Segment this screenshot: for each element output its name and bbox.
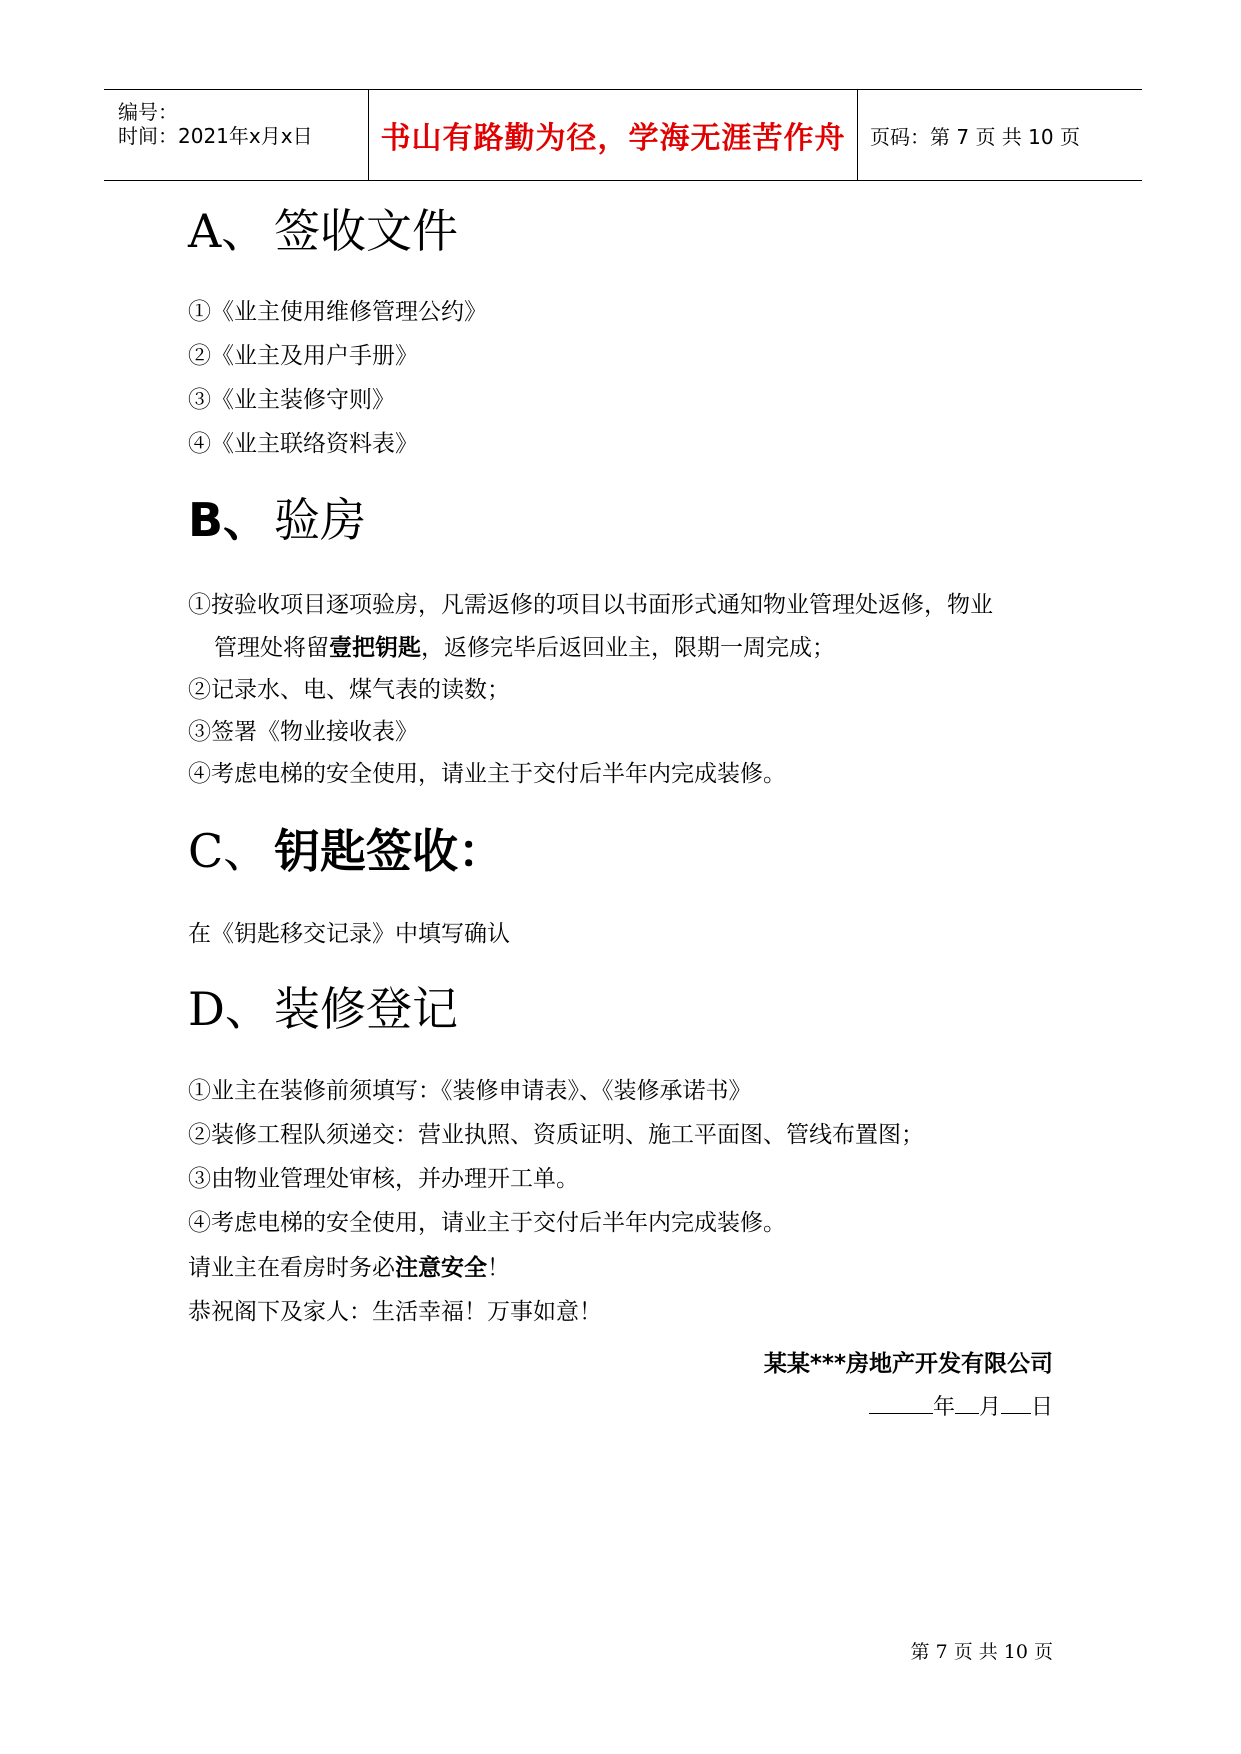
section-d-item: ①业主在装修前须填写：《装修申请表》、《装修承诺书》 (188, 1078, 752, 1104)
section-b-key-emphasis: 壹把钥匙 (329, 635, 421, 661)
page-header (104, 89, 1142, 181)
day-blank (1001, 1393, 1031, 1414)
section-b-letter: B、 (188, 493, 270, 547)
header-meta (104, 90, 369, 180)
section-d-letter: D、 (188, 982, 271, 1036)
section-d-heading (188, 982, 458, 1036)
month-blank (955, 1393, 979, 1414)
section-d-item: ②装修工程队须递交：营业执照、资质证明、施工平面图、管线布置图； (188, 1122, 924, 1148)
safety-notice (188, 1257, 510, 1280)
header-page-label: 页码：第 7 页 共 10 页 (870, 124, 1080, 149)
safety-notice-pre: 请业主在看房时务必 (188, 1255, 395, 1281)
signature-date (869, 1390, 1053, 1421)
company-signature: 某某***房地产开发有限公司 (763, 1351, 1053, 1377)
section-c-letter: C、 (188, 824, 270, 878)
safety-notice-post: ！ (487, 1255, 510, 1281)
section-a-item: ①《业主使用维修管理公约》 (188, 299, 487, 325)
section-a-item: ③《业主装修守则》 (188, 387, 395, 413)
wishes-text: 恭祝阁下及家人：生活幸福！万事如意！ (188, 1299, 602, 1325)
section-d-item: ③由物业管理处审核，并办理开工单。 (188, 1166, 579, 1192)
section-a-heading (188, 204, 458, 258)
doc-number-label: 编号： (118, 100, 178, 124)
section-d-item: ④考虑电梯的安全使用，请业主于交付后半年内完成装修。 (188, 1210, 786, 1236)
section-b-heading (188, 493, 366, 547)
safety-emphasis: 注意安全 (395, 1255, 487, 1281)
month-label: 月 (978, 1395, 1001, 1420)
section-c-text: 在《钥匙移交记录》中填写确认 (188, 921, 510, 947)
day-label: 日 (1030, 1395, 1053, 1420)
section-a-letter: A、 (188, 204, 268, 258)
header-motto-cell (369, 90, 858, 180)
section-b-item-1-cont (214, 637, 835, 660)
section-b-item-1: ①按验收项目逐项验房，凡需返修的项目以书面形式通知物业管理处返修，物业 (188, 592, 993, 618)
header-motto: 书山有路勤为径，学海无涯苦作舟 (380, 121, 846, 156)
year-blank (869, 1393, 933, 1414)
section-a-item: ④《业主联络资料表》 (188, 431, 418, 457)
header-page-cell (858, 90, 1142, 180)
section-c-title: 钥匙签收： (274, 824, 504, 878)
section-b-item-2: ②记录水、电、煤气表的读数； (188, 677, 510, 703)
section-b-item-1-post: ，返修完毕后返回业主，限期一周完成； (421, 635, 835, 661)
section-c-heading (188, 824, 504, 878)
section-b-item-4: ④考虑电梯的安全使用，请业主于交付后半年内完成装修。 (188, 761, 786, 787)
section-b-item-3: ③签署《物业接收表》 (188, 719, 418, 745)
section-a-title: 签收文件 (274, 204, 458, 258)
doc-time-label: 时间：2021年x月x日 (118, 124, 313, 148)
section-b-item-1-pre: 管理处将留 (214, 635, 329, 661)
section-b-title: 验房 (274, 493, 366, 547)
section-d-title: 装修登记 (274, 982, 458, 1036)
year-label: 年 (932, 1395, 955, 1420)
page-footer: 第 7 页 共 10 页 (910, 1641, 1053, 1663)
section-a-item: ②《业主及用户手册》 (188, 343, 418, 369)
